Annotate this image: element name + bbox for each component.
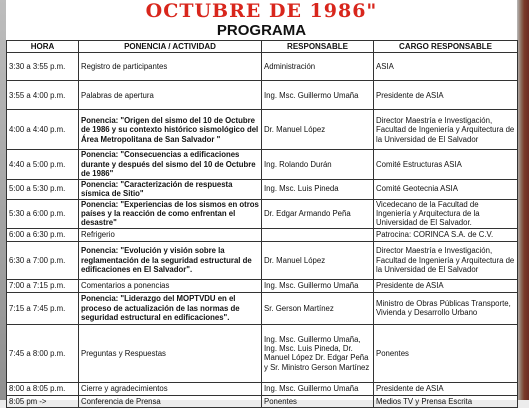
cell-actividad: Palabras de apertura (79, 81, 262, 110)
cell-actividad: Ponencia: "Evolución y visión sobre la reglamentación de la seguridad estructural de edificaciones en El Salvador". (79, 241, 262, 279)
cell-actividad: Ponencia: "Liderazgo del MOPTVDU en el proceso de actualización de las normas de seguridad estructural en edificaciones". (79, 292, 262, 324)
cell-actividad: Comentarios a ponencias (79, 279, 262, 292)
column-header-cargo: CARGO RESPONSABLE (374, 41, 518, 53)
cell-responsable: Ing. Msc. Guillermo Umaña (262, 382, 374, 395)
cell-cargo: Presidente de ASIA (374, 279, 518, 292)
table-header-row (7, 41, 518, 53)
cell-hora: 4:00 a 4:40 p.m. (7, 110, 79, 150)
table-row (7, 110, 518, 150)
cell-responsable: Dr. Edgar Armando Peña (262, 199, 374, 228)
cell-cargo: Medios TV y Prensa Escrita (374, 395, 518, 407)
schedule-table (6, 40, 518, 408)
column-header-actividad: PONENCIA / ACTIVIDAD (79, 41, 262, 53)
cell-hora: 4:40 a 5:00 p.m. (7, 150, 79, 179)
cell-actividad: Ponencia: "Origen del sismo del 10 de Octubre de 1986 y su contexto histórico sismológico del Área Metropolitana de San Salvador " (79, 110, 262, 150)
cell-cargo: Director Maestría e Investigación, Facultad de Ingeniería y Arquitectura de la Universidad de El Salvador (374, 110, 518, 150)
program-title: PROGRAMA (216, 22, 307, 39)
column-header-hora: HORA (7, 41, 79, 53)
event-title: OCTUBRE DE 1986" (145, 0, 378, 22)
cell-actividad: Conferencia de Prensa (79, 395, 262, 407)
cell-responsable: Ponentes (262, 395, 374, 407)
cell-cargo: Patrocina: CORINCA S.A. de C.V. (374, 228, 518, 241)
cell-hora: 3:30 a 3:55 p.m. (7, 53, 79, 81)
table-row (7, 279, 518, 292)
table-row (7, 179, 518, 199)
table-row (7, 53, 518, 81)
cell-cargo: Presidente de ASIA (374, 382, 518, 395)
table-row (7, 395, 518, 407)
cell-responsable: Ing. Msc. Guillermo Umaña, Ing. Msc. Luis Pineda, Dr. Manuel López Dr. Edgar Peña y Sr. Ministro Gerson Martínez (262, 324, 374, 382)
cell-hora: 6:30 a 7:00 p.m. (7, 241, 79, 279)
cell-actividad: Preguntas y Respuestas (79, 324, 262, 382)
cell-responsable: Ing. Msc. Guillermo Umaña (262, 81, 374, 110)
cell-cargo: Vicedecano de la Facultad de Ingeniería y Arquitectura de la Universidad de El Salvador. (374, 199, 518, 228)
cell-hora: 6:00 a 6:30 p.m. (7, 228, 79, 241)
cell-actividad: Cierre y agradecimientos (79, 382, 262, 395)
table-row (7, 292, 518, 324)
cell-responsable: Dr. Manuel López (262, 241, 374, 279)
cell-hora: 3:55 a 4:00 p.m. (7, 81, 79, 110)
cell-hora: 5:30 a 6:00 p.m. (7, 199, 79, 228)
cell-actividad: Refrigerio (79, 228, 262, 241)
right-background-strip (517, 0, 529, 400)
cell-hora: 7:15 a 7:45 p.m. (7, 292, 79, 324)
cell-cargo: Presidente de ASIA (374, 81, 518, 110)
cell-hora: 8:05 pm -> (7, 395, 79, 407)
cell-actividad: Registro de participantes (79, 53, 262, 81)
cell-responsable (262, 228, 374, 241)
program-sheet (6, 0, 517, 406)
cell-actividad: Ponencia: "Experiencias de los sismos en otros países y la reacción de como enfrentan el desastre" (79, 199, 262, 228)
cell-hora: 8:00 a 8:05 p.m. (7, 382, 79, 395)
cell-responsable: Ing. Rolando Durán (262, 150, 374, 179)
table-row (7, 241, 518, 279)
cell-hora: 7:45 a 8:00 p.m. (7, 324, 79, 382)
table-row (7, 382, 518, 395)
cell-hora: 7:00 a 7:15 p.m. (7, 279, 79, 292)
cell-responsable: Ing. Msc. Luis Pineda (262, 179, 374, 199)
table-row (7, 150, 518, 179)
cell-cargo: Director Maestría e Investigación, Facultad de Ingeniería y Arquitectura de la Universidad de El Salvador (374, 241, 518, 279)
cell-responsable: Ing. Msc. Guillermo Umaña (262, 279, 374, 292)
table-row (7, 228, 518, 241)
cell-hora: 5:00 a 5:30 p.m. (7, 179, 79, 199)
column-header-responsable: RESPONSABLE (262, 41, 374, 53)
cell-actividad: Ponencia: "Consecuencias a edificaciones durante y después del sismo del 10 de Octubre de 1986" (79, 150, 262, 179)
cell-cargo: Ministro de Obras Públicas Transporte, Vivienda y Desarrollo Urbano (374, 292, 518, 324)
cell-cargo: Ponentes (374, 324, 518, 382)
cell-responsable: Sr. Gerson Martínez (262, 292, 374, 324)
cell-actividad: Ponencia: "Caracterización de respuesta sísmica de Sitio" (79, 179, 262, 199)
cell-cargo: Comité Estructuras ASIA (374, 150, 518, 179)
table-row (7, 81, 518, 110)
cell-responsable: Dr. Manuel López (262, 110, 374, 150)
table-row (7, 324, 518, 382)
table-row (7, 199, 518, 228)
cell-cargo: ASIA (374, 53, 518, 81)
cell-responsable: Administración (262, 53, 374, 81)
cell-cargo: Comité Geotecnia ASIA (374, 179, 518, 199)
